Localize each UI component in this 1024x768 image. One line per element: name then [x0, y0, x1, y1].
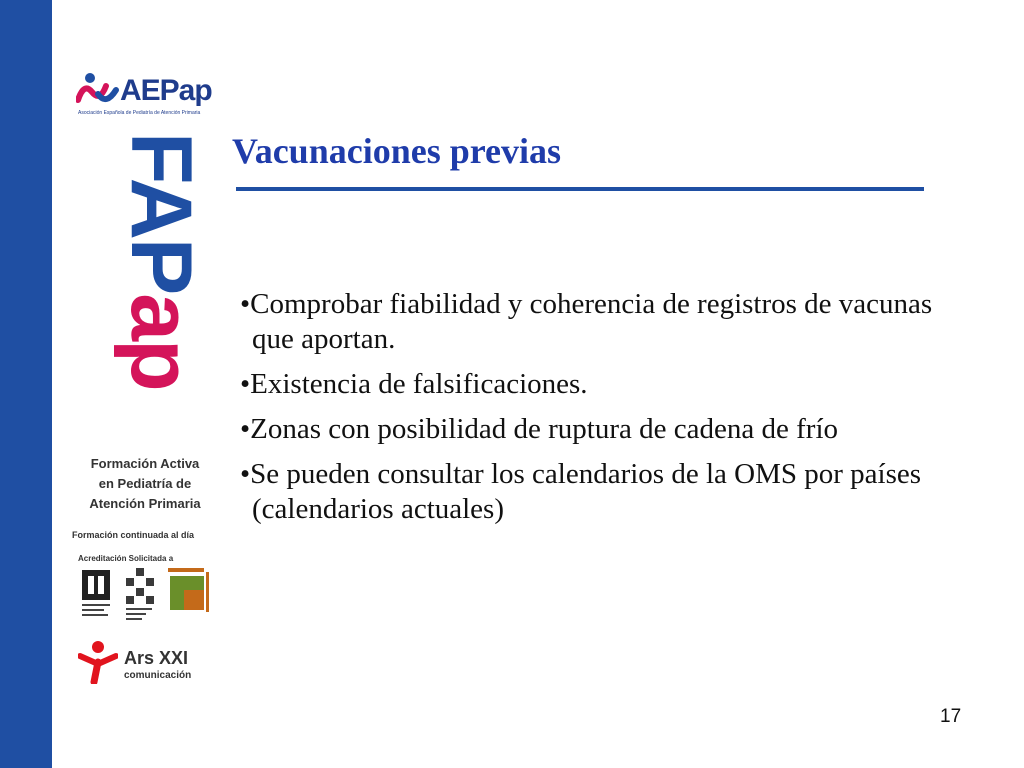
consell-catala-badge-icon — [120, 566, 160, 622]
bullet-list — [240, 287, 980, 537]
ars-xxi-text: Ars XXI — [124, 648, 189, 668]
accreditation-badges — [80, 566, 220, 626]
ars-xxi-logo — [78, 640, 218, 690]
aepap-figure-icon — [76, 70, 120, 110]
bullet-item: •Zonas con posibilidad de ruptura de cadena de frío — [240, 413, 838, 445]
slide-title: Vacunaciones previas — [232, 131, 562, 171]
bullet-item: •Existencia de falsificaciones. — [240, 368, 588, 400]
left-accent-bar — [0, 0, 52, 768]
fapap-vertical-logo — [100, 132, 210, 432]
cfc-badge-icon — [80, 566, 114, 618]
ars-comunicacion-text: comunicación — [124, 670, 192, 681]
aepap-subtitle: Asociación Española de Pediatría de Atención Primaria — [78, 110, 201, 116]
acreditacion-text: Acreditación Solicitada a — [78, 554, 174, 563]
title-underline — [236, 187, 924, 191]
page-number: 17 — [940, 706, 962, 727]
formacion-activa-text: Formación Activa en Pediatría de Atención Primaria — [89, 456, 201, 511]
atencion-primaria-badge-icon — [166, 566, 212, 622]
ars-figure-icon — [78, 640, 118, 684]
fapap-fap-text: FAP — [113, 132, 209, 294]
sidebar-branding — [52, 0, 232, 768]
aepap-logo — [76, 70, 221, 122]
formacion-continuada-text: Formación continuada al día — [72, 530, 195, 540]
fapap-ap-text: ap — [113, 293, 209, 390]
bullet-item: •Comprobar fiabilidad y coherencia de registros de vacunas que aportan. — [240, 288, 933, 355]
bullet-item: •Se pueden consultar los calendarios de la OMS por países (calendarios actuales) — [240, 458, 922, 525]
aepap-logo-text: AEPap — [120, 74, 212, 107]
